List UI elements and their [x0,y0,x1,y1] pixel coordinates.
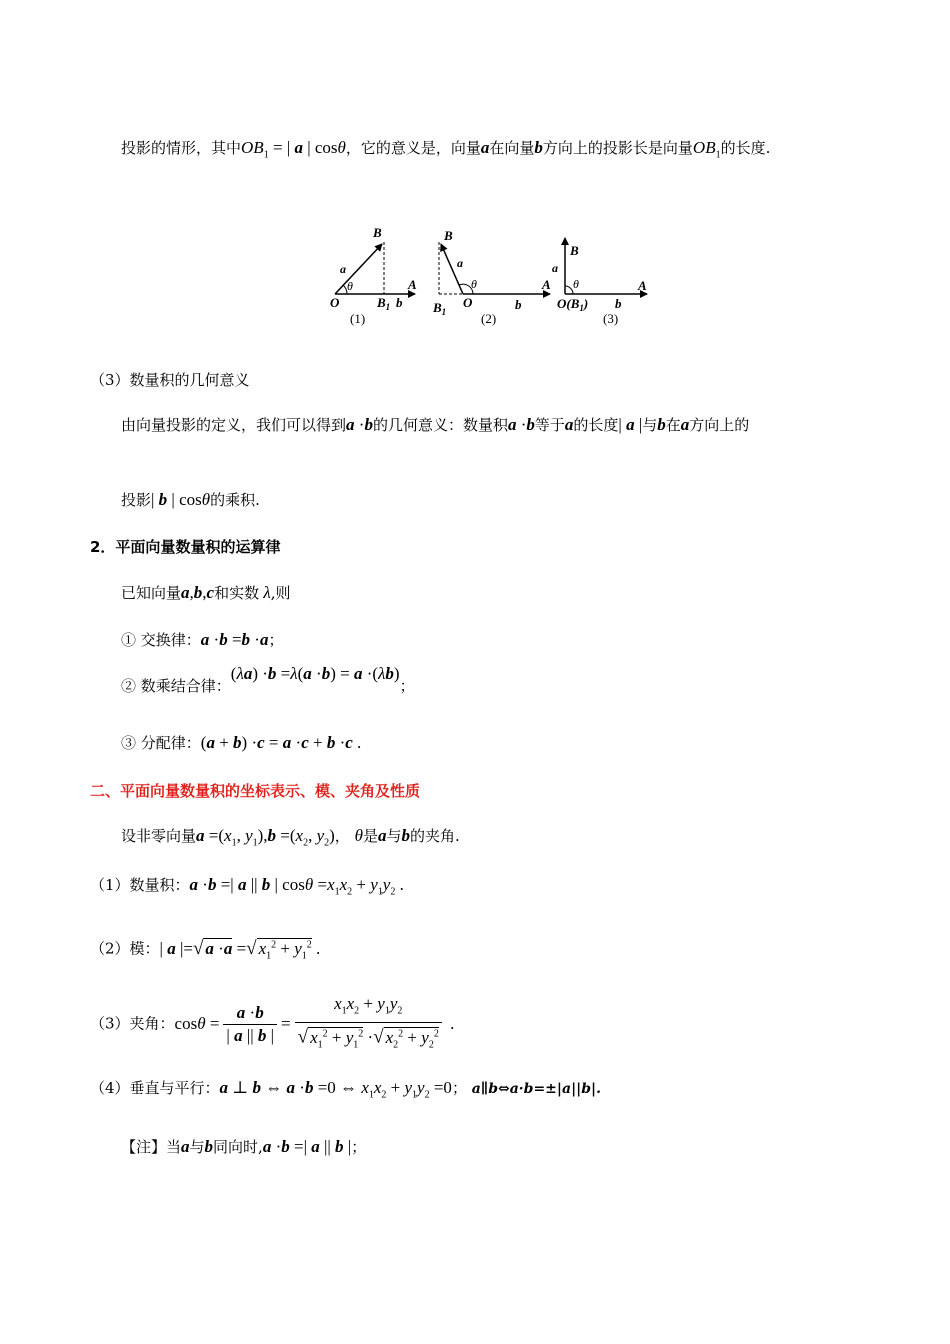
law-associative [121,664,415,697]
text: 与 [386,827,402,845]
formula-a-dot-b: a ·b [346,415,373,434]
diagram-2 [432,228,551,326]
text: 的夹角. [409,827,460,845]
text: 投影 [121,491,152,509]
text: ,则 [270,584,291,602]
label-vec-b: b [396,295,403,310]
vec-ob1: $OB_1$ [692,138,721,161]
text: （4）垂直与平行： [90,1079,220,1097]
text: 与 [189,1138,205,1156]
text: 是 [362,827,378,845]
law-commutative [121,629,283,651]
caption-1: (1) [350,311,366,326]
vec-a: a [680,415,690,434]
label-theta: θ [573,277,579,291]
vec-b: b [204,1137,214,1156]
formula-perp: a ⊥ b ⇔ a ·b =0 ⇔ $x_1x_2 + y_1y_2 =0$ [219,1078,452,1101]
projection-paragraph [121,137,770,166]
label-b-point: B [373,225,382,240]
diagram-3 [552,238,647,326]
text: 设非零向量 [121,827,197,845]
formula-distributive: (a + b) ·c = a ·c + b ·c . [200,733,362,752]
vec-b: b [657,415,666,434]
item-dot-product [90,874,404,903]
label-o: O [463,295,473,310]
text: 在向量 [489,139,535,157]
label-b-point: B [444,228,453,243]
abs-a: | a | [618,415,643,434]
text: 同向时, [213,1138,263,1156]
label-vec-b: b [515,297,522,312]
label-o-b1: $O(B_1)$ [557,296,589,313]
note-line [121,1136,366,1158]
item-angle [90,993,454,1056]
vec-a: a [480,138,490,157]
text: 方向上的投影长是向量 [542,139,693,157]
formula-dot-product: a ·b =| a || b | $\cos\theta =x_1x_2 + y_1y_2$ . [189,875,404,898]
label-a-point: A [638,278,647,293]
label-vec-a: a [457,256,463,270]
text: （3）夹角： [90,1014,175,1033]
formula-ob1: $OB_1$ = | a | cosθ [241,138,346,161]
label-theta: θ [471,277,477,291]
formula-b-cos: | b | cosθ [151,490,211,509]
text: 已知向量 [121,584,182,602]
text: ； [351,1138,367,1156]
label-a-point: A [408,277,417,292]
text: 的几何意义：数量积 [372,416,508,434]
item-perp-parallel: （4）垂直与平行：a ⊥ b ⇔ a ·b =0 ⇔ $x_1x_2 + y_1y_2 =0$； a∥b⇔a·b=±|a||b|. [90,1078,602,1101]
formula-angle: cosθ = $\frac{a \cdot b}{| a || b |}$ = $\frac{x_1x_2 + y_1y_2}{√ x_1^2 + y_1^2 \cdot√ x_2^2 + y_2^2}$ . [174,994,455,1051]
label-b1: $B_1$ [377,295,391,312]
text: 在 [665,416,681,434]
formula-modulus: | a |=√ a ·a =√ $x_1^2 + y_1^2$ . [159,937,321,962]
text: 【注】当 [121,1138,182,1156]
vec-a: a [181,1137,190,1156]
caption-2: (2) [481,311,497,326]
diagram-1 [330,225,417,326]
geometric-meaning-line2 [121,489,260,511]
formula-vectors: $a =(x_1$, $y_1),b =(x_2$, $y_2$) [196,826,335,849]
text: （1）数量积： [90,876,190,894]
formula-commutative: a ·b =b ·a [200,630,269,649]
law-distributive [121,732,361,754]
formula-note: a ·b =| a || b | [262,1137,352,1156]
text: 等于 [534,416,565,434]
vec-a: a [377,826,387,845]
part-2-intro: 设非零向量$a =(x_1$, $y_1),b =(x_2$, $y_2$)， θ是a与b的夹角. [121,826,460,849]
theta: θ [354,826,363,845]
formula-associative: (λa) ·b =λ(a ·b) = a ·(λb) [230,664,400,683]
given-line [121,582,290,604]
caption-3: (3) [603,311,619,326]
lambda: λ [263,583,271,602]
text: ① 交换律： [121,631,201,649]
text: 的乘积. [210,491,260,509]
section-2-title: 2．平面向量数量积的运算律 [90,538,281,556]
text: ，它的意义是，向量 [345,139,481,157]
text: 投影的情形，其中 [121,139,242,157]
label-theta: θ [347,279,353,293]
label-vec-a: a [340,262,346,276]
formula-parallel: a∥b⇔a·b=±|a||b|. [471,1081,602,1097]
label-b-point: B [570,243,579,258]
text: ③ 分配律： [121,734,201,752]
projection-figure [320,222,660,332]
section-3-title: （3）数量积的几何意义 [90,371,250,389]
formula-a-dot-b: a ·b [507,415,535,434]
label-vec-b: b [615,296,622,311]
part-2-title: 二、平面向量数量积的坐标表示、模、夹角及性质 [90,782,421,800]
label-b1: $B_1$ [433,300,447,317]
geometric-meaning-line1 [121,414,749,436]
text: 方向上的 [689,416,750,434]
text: （2）模： [90,939,160,958]
text: 的长度 [573,416,619,434]
vec-b: b [401,826,410,845]
text: 和实数 [214,584,260,602]
text: ② 数乘结合律： [121,677,231,695]
text: 的长度. [720,139,771,157]
item-modulus [90,934,320,967]
label-a-point: A [542,277,551,292]
label-vec-a: a [552,261,558,275]
vec-abc: a,b,c [181,583,215,602]
text: 与 [642,416,658,434]
text: ； [268,631,284,649]
text: 由向量投影的定义，我们可以得到 [121,416,347,434]
vec-a: a [564,415,574,434]
text: ； [399,677,415,695]
label-o: O [330,295,340,310]
vec-b: b [534,138,543,157]
